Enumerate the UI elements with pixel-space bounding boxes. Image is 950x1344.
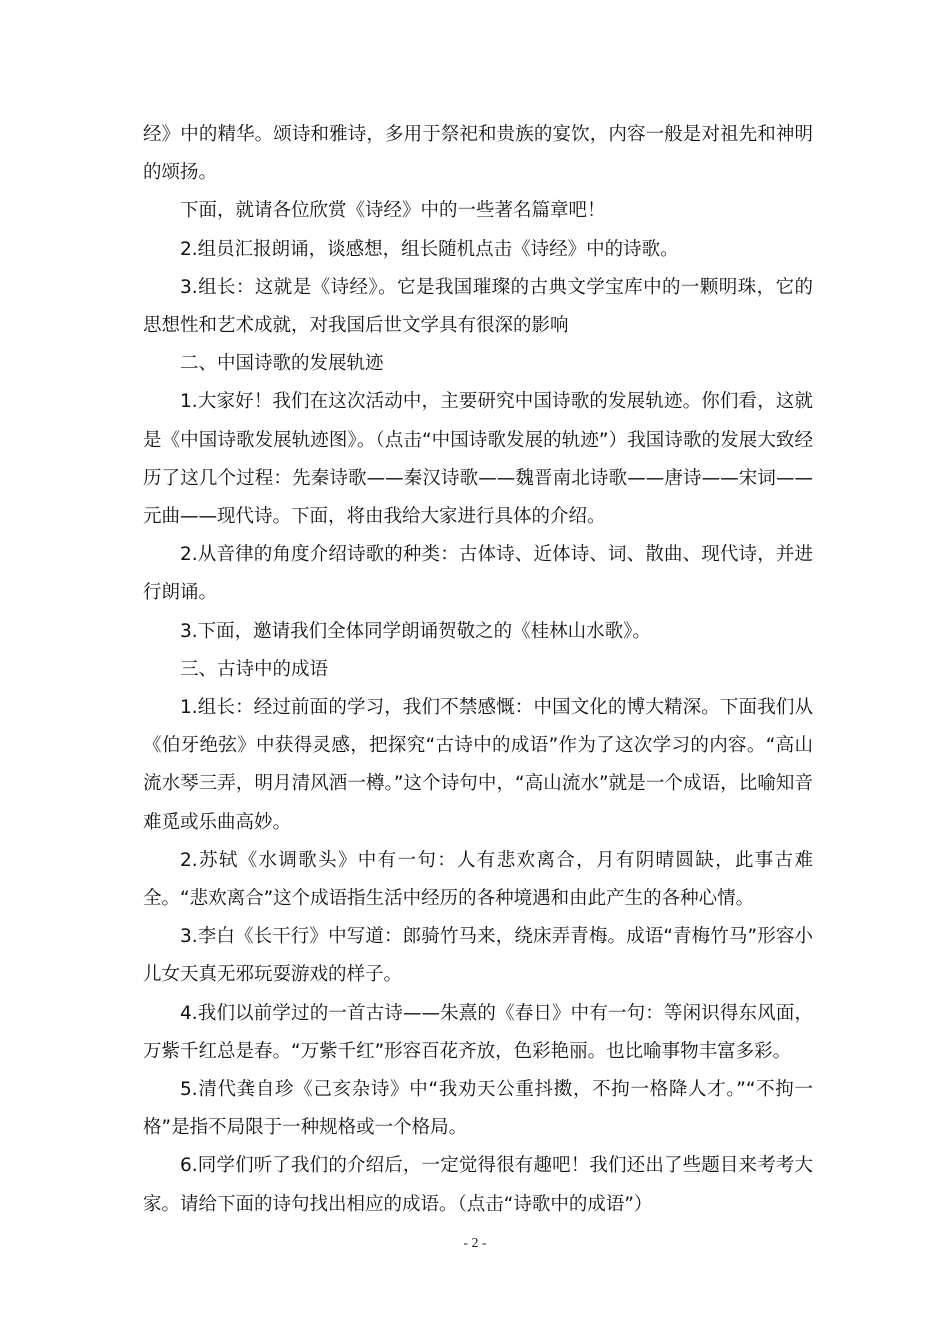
page-number: - 2 - (463, 1236, 487, 1251)
paragraph-continuation: 经》中的精华。颂诗和雅诗，多用于祭祀和贵族的宴饮，内容一般是对祖先和神明的颂扬。 (143, 124, 813, 184)
document-body (143, 116, 813, 1224)
paragraph-idiom-quiz: 6.同学们听了我们的介绍后，一定觉得很有趣吧！我们还出了些题目来考考大家。请给下面的诗句找出相应的成语。（点击“诗歌中的成语”） (143, 1155, 813, 1215)
paragraph-recitation: 3.下面，邀请我们全体同学朗诵贺敬之的《桂林山水歌》。 (180, 620, 651, 642)
section-heading-idioms: 三、古诗中的成语 (180, 658, 329, 680)
paragraph-idiom-5: 5.清代龚自珍《己亥杂诗》中“我劝天公重抖擞，不拘一格降人才。”“不拘一格”是指不局限于一种规格或一个格局。 (143, 1079, 813, 1139)
paragraph-member-report: 2.组员汇报朗诵，谈感想，组长随机点击《诗经》中的诗歌。 (180, 238, 679, 260)
paragraph-idiom-1: 1.组长：经过前面的学习，我们不禁感慨：中国文化的博大精深。下面我们从《伯牙绝弦》中获得灵感，把探究“古诗中的成语”作为了这次学习的内容。“高山流水琴三弄，明月清风酒一樽。”这个诗句中，“高山流水”就是一个成语，比喻知音难觅或乐曲高妙。 (143, 697, 813, 833)
paragraph-idiom-4: 4.我们以前学过的一首古诗——朱熹的《春日》中有一句：等闲识得东风面，万紫千红总是春。“万紫千红”形容百花齐放，色彩艳丽。也比喻事物丰富多彩。 (143, 1002, 813, 1062)
paragraph-poetry-types: 2.从音律的角度介绍诗歌的种类：古体诗、近体诗、词、散曲、现代诗，并进行朗诵。 (143, 544, 813, 604)
paragraph-idiom-3: 3.李白《长干行》中写道：郎骑竹马来，绕床弄青梅。成语“青梅竹马”形容小儿女天真无邪玩耍游戏的样子。 (143, 926, 813, 986)
paragraph-development-intro: 1.大家好！我们在这次活动中，主要研究中国诗歌的发展轨迹。你们看，这就是《中国诗歌发展轨迹图》。（点击“中国诗歌发展的轨迹”）我国诗歌的发展大致经历了这几个过程：先秦诗歌——秦汉诗歌——魏晋南北诗歌——唐诗——宋词——元曲——现代诗。下面，将由我给大家进行具体的介绍。 (143, 391, 813, 528)
paragraph-leader-summary: 3.组长：这就是《诗经》。它是我国璀璨的古典文学宝库中的一颗明珠，它的思想性和艺术成就，对我国后世文学具有很深的影响 (143, 276, 813, 337)
section-heading-development: 二、中国诗歌的发展轨迹 (180, 353, 384, 375)
paragraph-invitation: 下面，就请各位欣赏《诗经》中的一些著名篇章吧！ (180, 200, 606, 222)
paragraph-idiom-2: 2.苏轼《水调歌头》中有一句：人有悲欢离合，月有阴晴圆缺，此事古难全。“悲欢离合”这个成语指生活中经历的各种境遇和由此产生的各种心情。 (143, 849, 813, 910)
